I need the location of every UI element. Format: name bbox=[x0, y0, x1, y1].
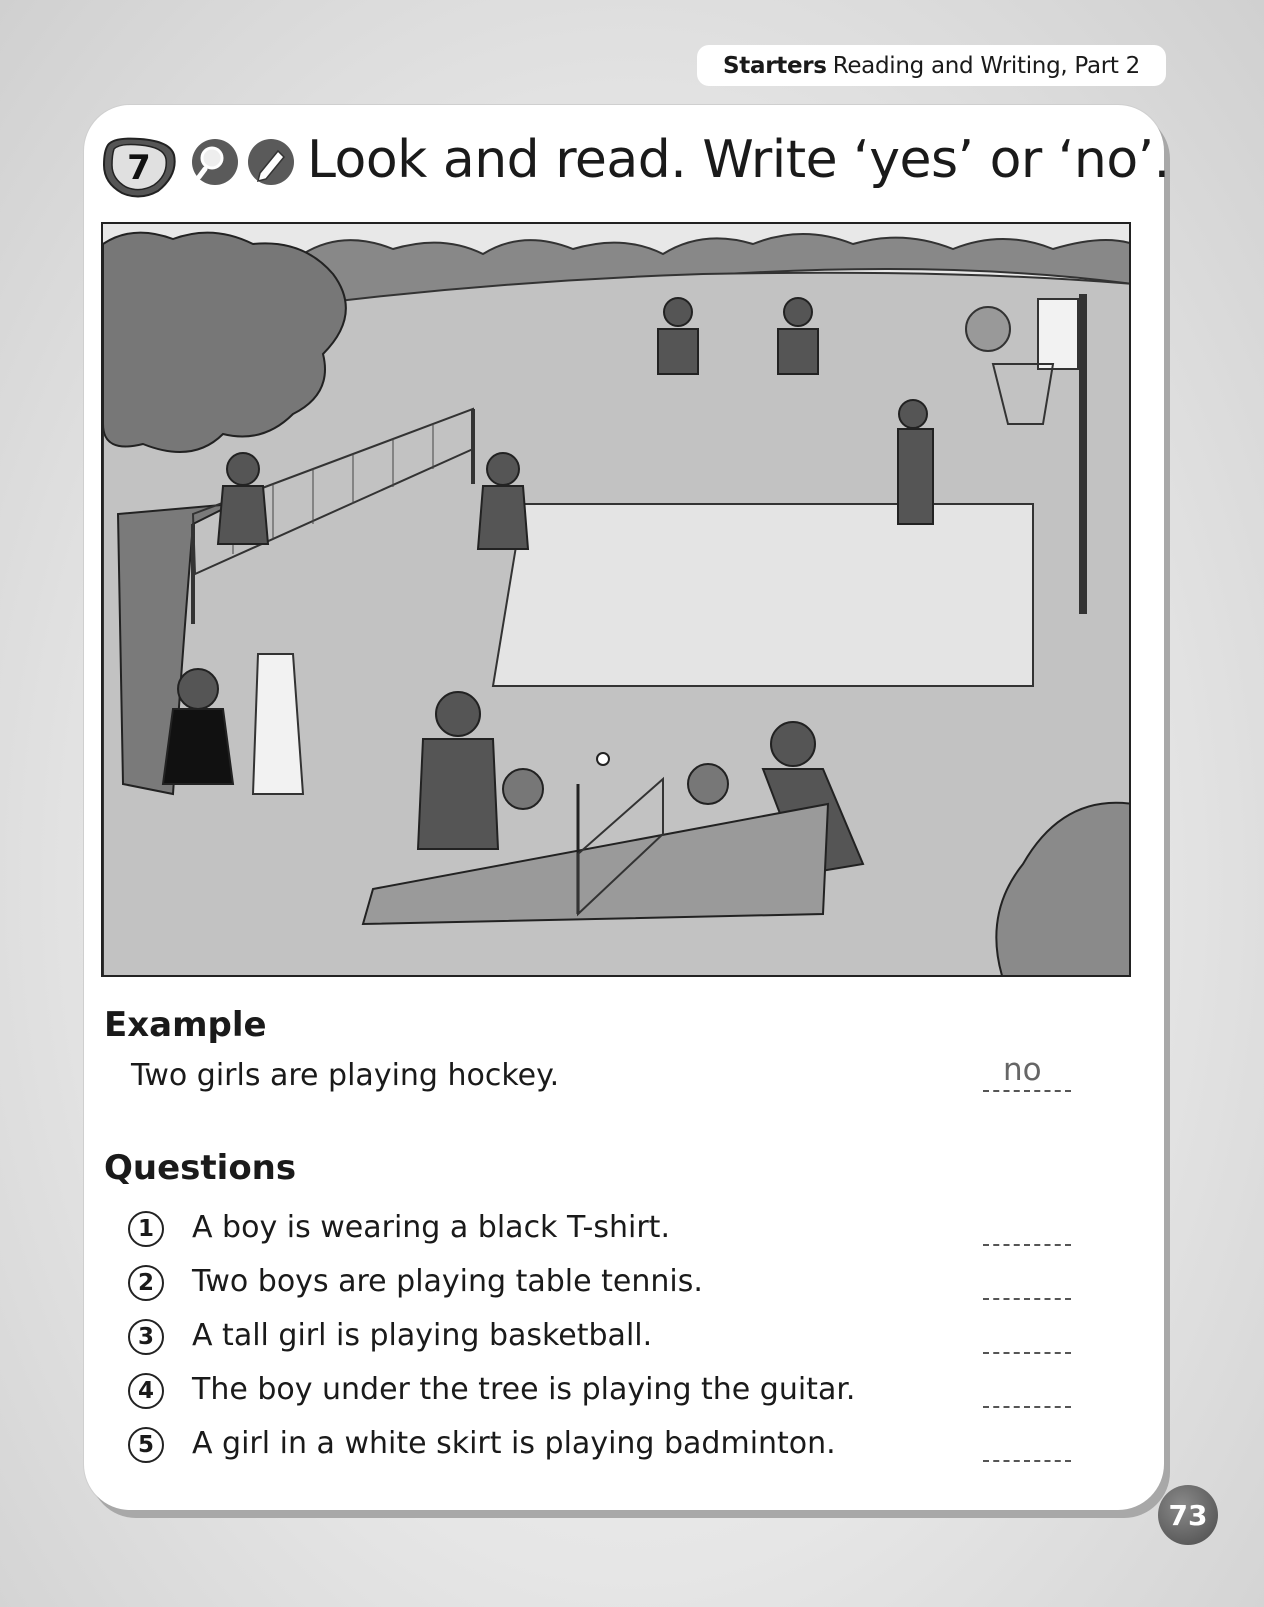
questions-heading: Questions bbox=[104, 1148, 297, 1188]
example-heading: Example bbox=[104, 1005, 267, 1045]
example-answer: no bbox=[1003, 1052, 1042, 1088]
question-row bbox=[128, 1316, 1088, 1360]
park-sports-illustration bbox=[101, 222, 1131, 977]
question-number: 2 bbox=[128, 1265, 164, 1301]
answer-blank[interactable] bbox=[983, 1324, 1071, 1354]
question-row bbox=[128, 1262, 1088, 1306]
header-tag bbox=[697, 45, 1166, 86]
instruction-text: Look and read. Write ‘yes’ or ‘no’. bbox=[307, 130, 1170, 190]
example-sentence: Two girls are playing hockey. bbox=[131, 1058, 560, 1093]
part-label: Reading and Writing, Part 2 bbox=[832, 52, 1140, 79]
answer-blank[interactable] bbox=[983, 1270, 1071, 1300]
series-label: Starters bbox=[723, 52, 827, 79]
question-number: 3 bbox=[128, 1319, 164, 1355]
question-text: A girl in a white skirt is playing badminton. bbox=[192, 1426, 836, 1461]
question-row bbox=[128, 1370, 1088, 1414]
answer-blank[interactable] bbox=[983, 1378, 1071, 1408]
question-text: A tall girl is playing basketball. bbox=[192, 1318, 653, 1353]
question-number: 5 bbox=[128, 1427, 164, 1463]
question-number: 1 bbox=[128, 1211, 164, 1247]
question-number: 4 bbox=[128, 1373, 164, 1409]
question-row bbox=[128, 1208, 1088, 1252]
page-number: 73 bbox=[1158, 1485, 1218, 1545]
magnifier-icon bbox=[190, 137, 240, 187]
answer-blank[interactable] bbox=[983, 1432, 1071, 1462]
question-row bbox=[128, 1424, 1088, 1468]
task-number: 7 bbox=[127, 148, 151, 188]
question-text: Two boys are playing table tennis. bbox=[192, 1264, 703, 1299]
question-text: A boy is wearing a black T-shirt. bbox=[192, 1210, 670, 1245]
question-text: The boy under the tree is playing the guitar. bbox=[192, 1372, 856, 1407]
answer-blank[interactable] bbox=[983, 1216, 1071, 1246]
pencil-icon bbox=[246, 137, 296, 187]
